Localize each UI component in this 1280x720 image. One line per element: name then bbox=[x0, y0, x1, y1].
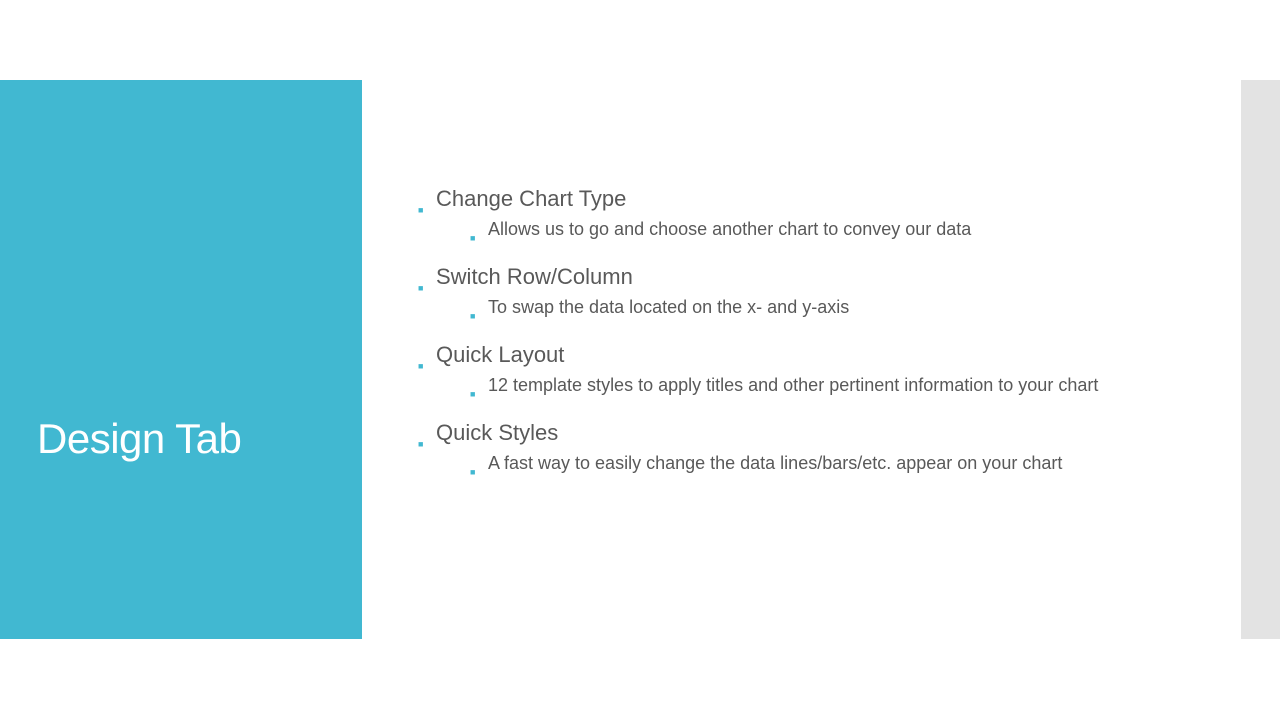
bullet-group-change-chart-type bbox=[418, 184, 1178, 242]
bullet-list bbox=[418, 184, 1178, 496]
bullet-heading-text: Quick Styles bbox=[436, 420, 559, 445]
square-bullet-icon: ■ bbox=[418, 283, 424, 293]
bullet-group-switch-row-column bbox=[418, 262, 1178, 320]
title-panel bbox=[0, 80, 362, 639]
bullet-detail-text: To swap the data located on the x- and y-axis bbox=[488, 297, 850, 317]
bullet-detail-text: Allows us to go and choose another chart to convey our data bbox=[488, 219, 972, 239]
bullet-heading-text: Switch Row/Column bbox=[436, 264, 633, 289]
bullet-heading bbox=[418, 418, 1178, 448]
bullet-detail-text: 12 template styles to apply titles and other pertinent information to your chart bbox=[488, 375, 1099, 395]
square-bullet-icon: ■ bbox=[418, 205, 424, 215]
square-bullet-icon: ■ bbox=[470, 389, 476, 399]
bullet-heading-text: Change Chart Type bbox=[436, 186, 627, 211]
slide-title: Design Tab bbox=[37, 415, 242, 462]
square-bullet-icon: ■ bbox=[470, 233, 476, 243]
square-bullet-icon: ■ bbox=[418, 361, 424, 371]
bullet-detail bbox=[470, 294, 1178, 320]
square-bullet-icon: ■ bbox=[470, 467, 476, 477]
bullet-heading bbox=[418, 184, 1178, 214]
bullet-detail bbox=[470, 372, 1178, 398]
bullet-detail bbox=[470, 216, 1178, 242]
bullet-detail bbox=[470, 450, 1178, 476]
right-decorative-bar bbox=[1241, 80, 1280, 639]
bullet-heading bbox=[418, 262, 1178, 292]
square-bullet-icon: ■ bbox=[470, 311, 476, 321]
bullet-group-quick-layout bbox=[418, 340, 1178, 398]
bullet-group-quick-styles bbox=[418, 418, 1178, 476]
bullet-detail-text: A fast way to easily change the data lines/bars/etc. appear on your chart bbox=[488, 453, 1063, 473]
bullet-heading-text: Quick Layout bbox=[436, 342, 565, 367]
bullet-heading bbox=[418, 340, 1178, 370]
square-bullet-icon: ■ bbox=[418, 439, 424, 449]
